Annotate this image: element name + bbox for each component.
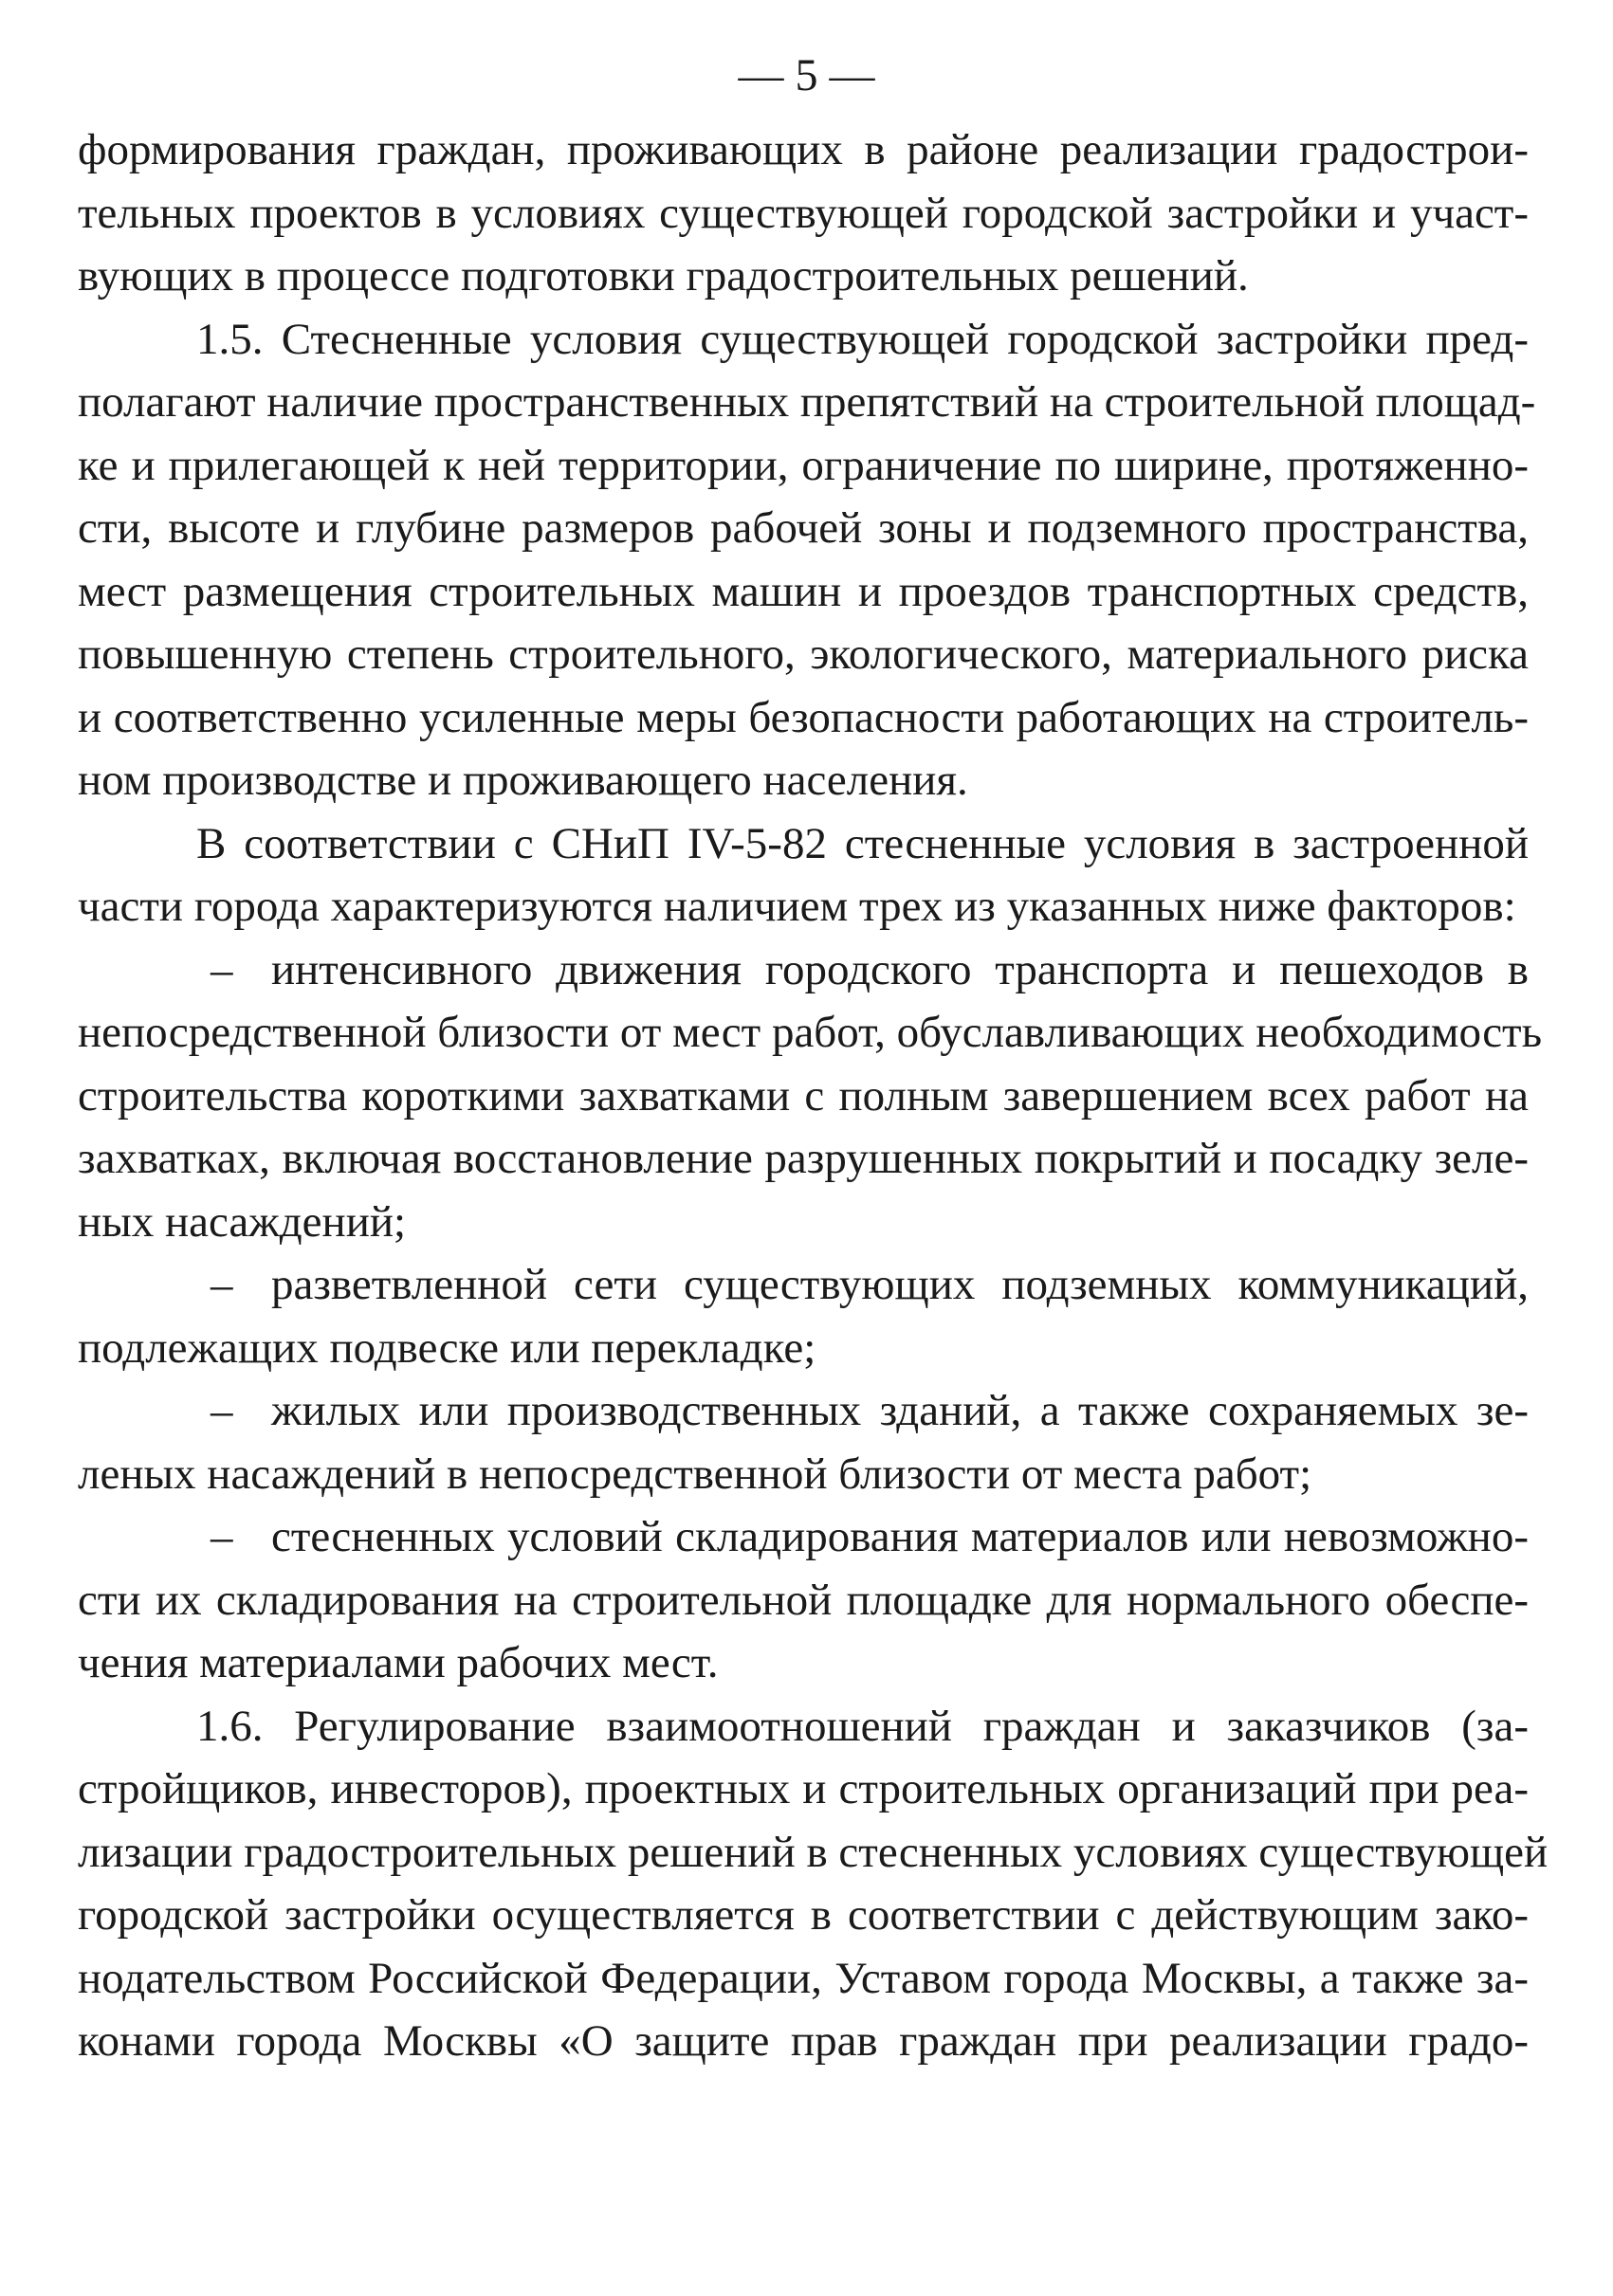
text-line: мест размещения строительных машин и проездов транспортных средств, <box>78 566 1529 616</box>
text-line: стройщиков, инвесторов), проектных и строительных организаций при реа- <box>78 1764 1529 1813</box>
text-line: ных насаждений; <box>78 1196 407 1247</box>
text-line: полагают наличие пространственных препятствий на строительной площад- <box>78 377 1536 427</box>
text-line: сти, высоте и глубине размеров рабочей зоны и подземного пространства, <box>78 503 1529 553</box>
list-item-line: – стесненных условий складирования материалов или невозможно- <box>78 1505 1529 1569</box>
document-body <box>78 118 1549 2073</box>
text-line: и соответственно усиленные меры безопасности работающих на строитель- <box>78 692 1529 742</box>
text-line: тельных проектов в условиях существующей городской застройки и участ- <box>78 188 1529 238</box>
page-number: — 5 — <box>738 50 875 100</box>
text-line: подлежащих подвеске или перекладке; <box>78 1322 816 1373</box>
text-line: ке и прилегающей к ней территории, ограничение по ширине, протяженно- <box>78 440 1529 490</box>
text-line: вующих в процессе подготовки градостроительных решений. <box>78 251 1249 301</box>
list-item-line: – интенсивного движения городского транспорта и пешеходов в <box>78 938 1529 1002</box>
text-line: строительства короткими захватками с полным завершением всех работ на <box>78 1070 1529 1121</box>
dash-bullet: – <box>211 1386 233 1435</box>
text-line: лизации градостроительных решений в стесненных условиях существующей <box>78 1827 1549 1877</box>
dash-bullet: – <box>211 944 233 994</box>
text-line: леных насаждений в непосредственной близости от места работ; <box>78 1449 1312 1499</box>
text-line: ном производстве и проживающего населения. <box>78 756 968 805</box>
dash-bullet: – <box>211 1512 233 1561</box>
text-line: чения материалами рабочих мест. <box>78 1638 719 1687</box>
text-line: сти их складирования на строительной площадке для нормального обеспе- <box>78 1575 1529 1625</box>
paragraph-snip-start: В соответствии с СНиП IV-5-82 стесненные условия в застроенной <box>196 818 1529 868</box>
text-line: формирования граждан, проживающих в районе реализации градострои- <box>78 125 1529 174</box>
text-line: непосредственной близости от мест работ, обуславливающих необходимость <box>78 1008 1543 1057</box>
text-line: повышенную степень строительного, экологического, материального риска <box>78 629 1529 679</box>
text-line: части города характеризуются наличием трех из указанных ниже факторов: <box>78 882 1516 931</box>
list-item-line: – жилых или производственных зданий, а также сохраняемых зе- <box>78 1379 1529 1443</box>
paragraph-1-5-start: 1.5. Стесненные условия существующей городской застройки пред- <box>196 314 1529 364</box>
dash-bullet: – <box>211 1260 233 1309</box>
text-line: нодательством Российской Федерации, Уставом города Москвы, а также за- <box>78 1953 1529 2003</box>
text-line: захватках, включая восстановление разрушенных покрытий и посадку зеле- <box>78 1134 1529 1183</box>
text-line: конами города Москвы «О защите прав граждан при реализации градо- <box>78 2016 1529 2066</box>
paragraph-1-6-start: 1.6. Регулирование взаимоотношений граждан и заказчиков (за- <box>196 1701 1529 1751</box>
list-item-line: – разветвленной сети существующих подземных коммуникаций, <box>78 1253 1529 1317</box>
text-line: городской застройки осуществляется в соответствии с действующим зако- <box>78 1890 1529 1940</box>
